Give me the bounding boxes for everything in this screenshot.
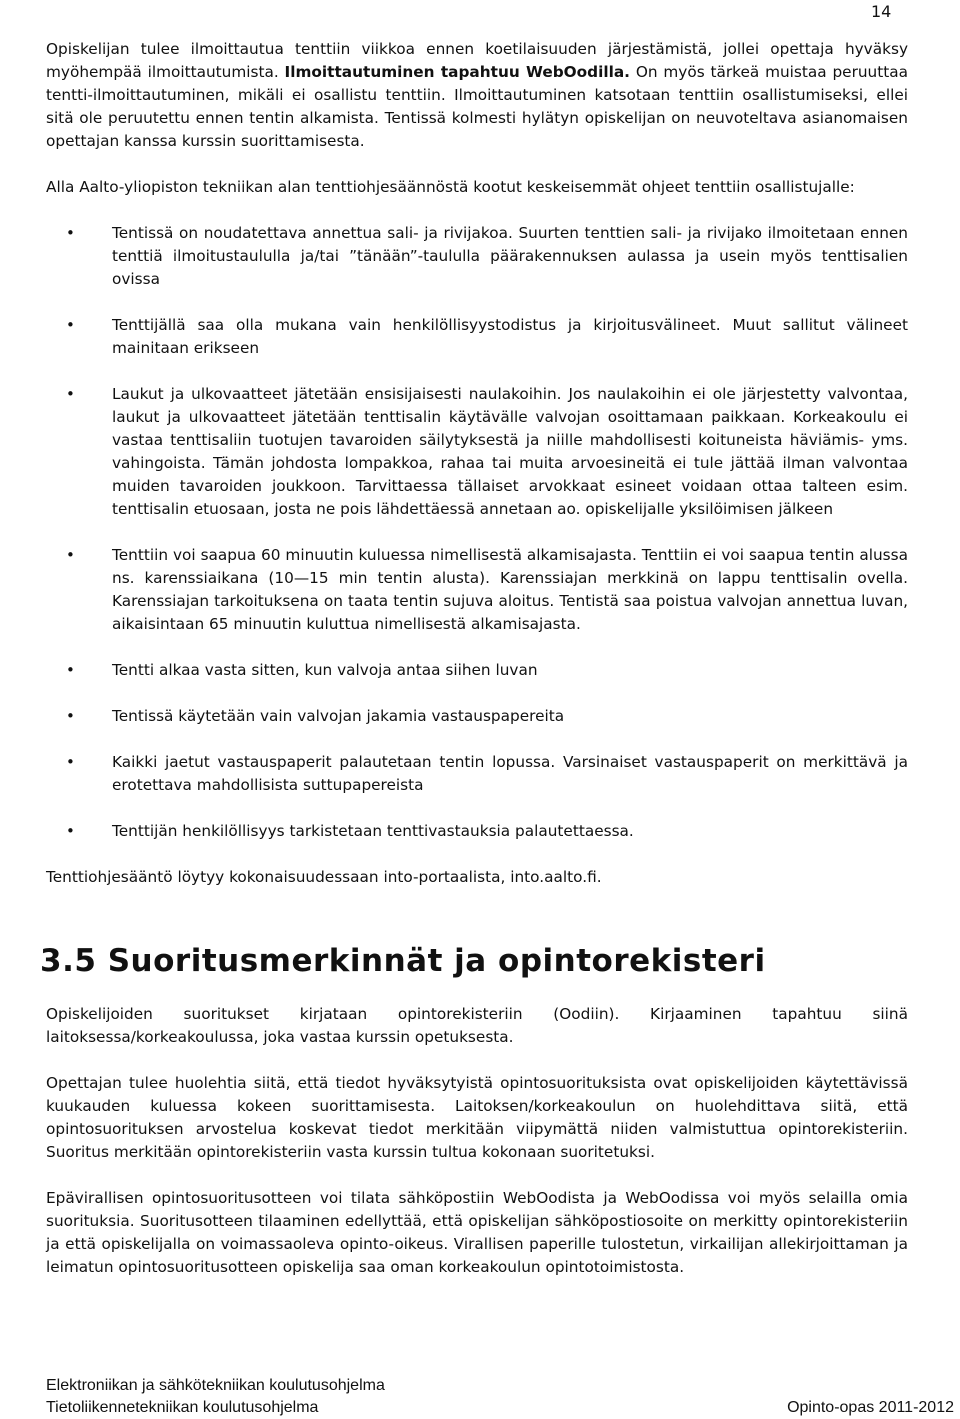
section-paragraph: Opettajan tulee huolehtia siitä, että tiedot hyväksytyistä opintosuorituksista ovat opiskelijoiden käytettävissä kuukauden kuluessa kokeen suorittamisesta. Laitoksen/korkeakoulun on huolehdittava siitä, että opintosuorituksen arvostelua koskevat tiedot merkitään viipymättä niiden valmistuttua opintorekisteriin. Suoritus merkitään opintorekisteriin vasta kurssin tultua kokonaan suoritetuksi. (46, 1074, 908, 1161)
list-item: • Tentissä käytetään vain valvojan jakamia vastauspapereita (46, 705, 908, 728)
footer-program-line: Elektroniikan ja sähkötekniikan koulutusohjelma (46, 1377, 385, 1394)
section-paragraph: Opiskelijoiden suoritukset kirjataan opintorekisteriin (Oodiin). Kirjaaminen tapahtuu siinä laitoksessa/korkeakoulussa, joka vastaa kurssin opetuksesta. (46, 1005, 908, 1046)
rules-source-note: Tenttiohjesääntö löytyy kokonaisuudessaan into-portaalista, into.aalto.fi. (46, 868, 602, 886)
document-body (40, 38, 908, 1279)
page-footer (46, 1375, 954, 1419)
rules-intro-paragraph: Alla Aalto-yliopiston tekniikan alan tenttiohjesäännöstä kootut keskeisemmät ohjeet tenttiin osallistujalle: (46, 178, 855, 196)
intro-paragraph (46, 38, 908, 153)
intro-text-a: Opiskelijan tulee ilmoittautua tenttiin viikkoa ennen koetilaisuuden järjestämistä, jollei opettaja hyväksy myöhempää ilmoittautumista. (46, 40, 908, 81)
list-item: • Kaikki jaetut vastauspaperit palautetaan tentin lopussa. Varsinaiset vastauspaperit on merkittävä ja erotettava mahdollisista suttupapereista (46, 751, 908, 797)
exam-rules-list (46, 222, 908, 843)
footer-program-line: Tietoliikennetekniikan koulutusohjelma (46, 1399, 319, 1416)
intro-text-b: On myös tärkeä muistaa peruuttaa tentti-ilmoittautuminen, mikäli ei osallistu tenttiin. Ilmoittautuminen katsotaan tenttiin osallistumiseksi, ellei sitä ole peruutettu ennen tentin alkamista. Tentissä kolmesti hylätyn opiskelijan on neuvoteltava asianomaisen opettajan kanssa kurssin suorittamisesta. (46, 63, 908, 150)
intro-emphasis: Ilmoittautuminen tapahtuu WebOodilla. (284, 63, 630, 81)
list-item: • Tentissä on noudatettava annettua sali- ja rivijakoa. Suurten tenttien sali- ja rivijako ilmoitetaan ennen tenttiä ilmoitustaululla ja/tai ”tänään”-taululla päärakennuksen aulassa ja usein myös tenttisalien ovissa (46, 222, 908, 291)
list-item: • Tentti alkaa vasta sitten, kun valvoja antaa siihen luvan (46, 659, 908, 682)
section-heading: 3.5 Suoritusmerkinnät ja opintorekisteri (40, 943, 766, 979)
list-item: • Tenttiin voi saapua 60 minuutin kuluessa nimellisestä alkamisajasta. Tenttiin ei voi saapua tentin alussa ns. karenssiaikana (10—15 min tentin alusta). Karenssiajan merkkinä on lappu tenttisalin ovella. Karenssiajan tarkoituksena on taata tentin sujuva aloitus. Tentistä saa poistua valvojan annettua luvan, aikaisintaan 65 minuutin kuluttua nimellisestä alkamisajasta. (46, 544, 908, 636)
footer-guide-label: Opinto-opas 2011-2012 (787, 1399, 954, 1416)
list-item: • Tenttijällä saa olla mukana vain henkilöllisyystodistus ja kirjoitusvälineet. Muut sallitut välineet mainitaan erikseen (46, 314, 908, 360)
section-paragraph: Epävirallisen opintosuoritusotteen voi tilata sähköpostiin WebOodista ja WebOodissa voi myös selailla omia suorituksia. Suoritusotteen tilaaminen edellyttää, että opiskelijan sähköpostiosoite on merkitty opintorekisteriin ja että opiskelijalla on voimassaoleva opinto-oikeus. Virallisen paperille tulostetun, virkailijan allekirjoittaman ja leimatun opintosuoritusotteen opiskelija saa oman korkeakoulun opintotoimistosta. (46, 1189, 908, 1276)
list-item: • Tenttijän henkilöllisyys tarkistetaan tenttivastauksia palautettaessa. (46, 820, 908, 843)
list-item: • Laukut ja ulkovaatteet jätetään ensisijaisesti naulakoihin. Jos naulakoihin ei ole järjestetty valvontaa, laukut ja ulkovaatteet jätetään tenttisalin käytävälle valvojan osoittamaan paikkaan. Korkeakoulu ei vastaa tenttisaliin tuotujen tavaroiden säilytyksestä ja niille mahdollisesti koituneista häviämis- yms. vahingoista. Tämän johdosta lompakkoa, rahaa tai muita arvoesineitä ei tule jättää ilman valvontaa muiden tavaroiden joukkoon. Tarvittaessa tällaiset arvokkaat esineet voidaan ottaa talteen esim. tenttisalin etuosaan, josta ne pois lähdettäessä annetaan ao. opiskelijalle yksilöimisen jälkeen (46, 383, 908, 521)
page-number: 14 (871, 2, 892, 21)
